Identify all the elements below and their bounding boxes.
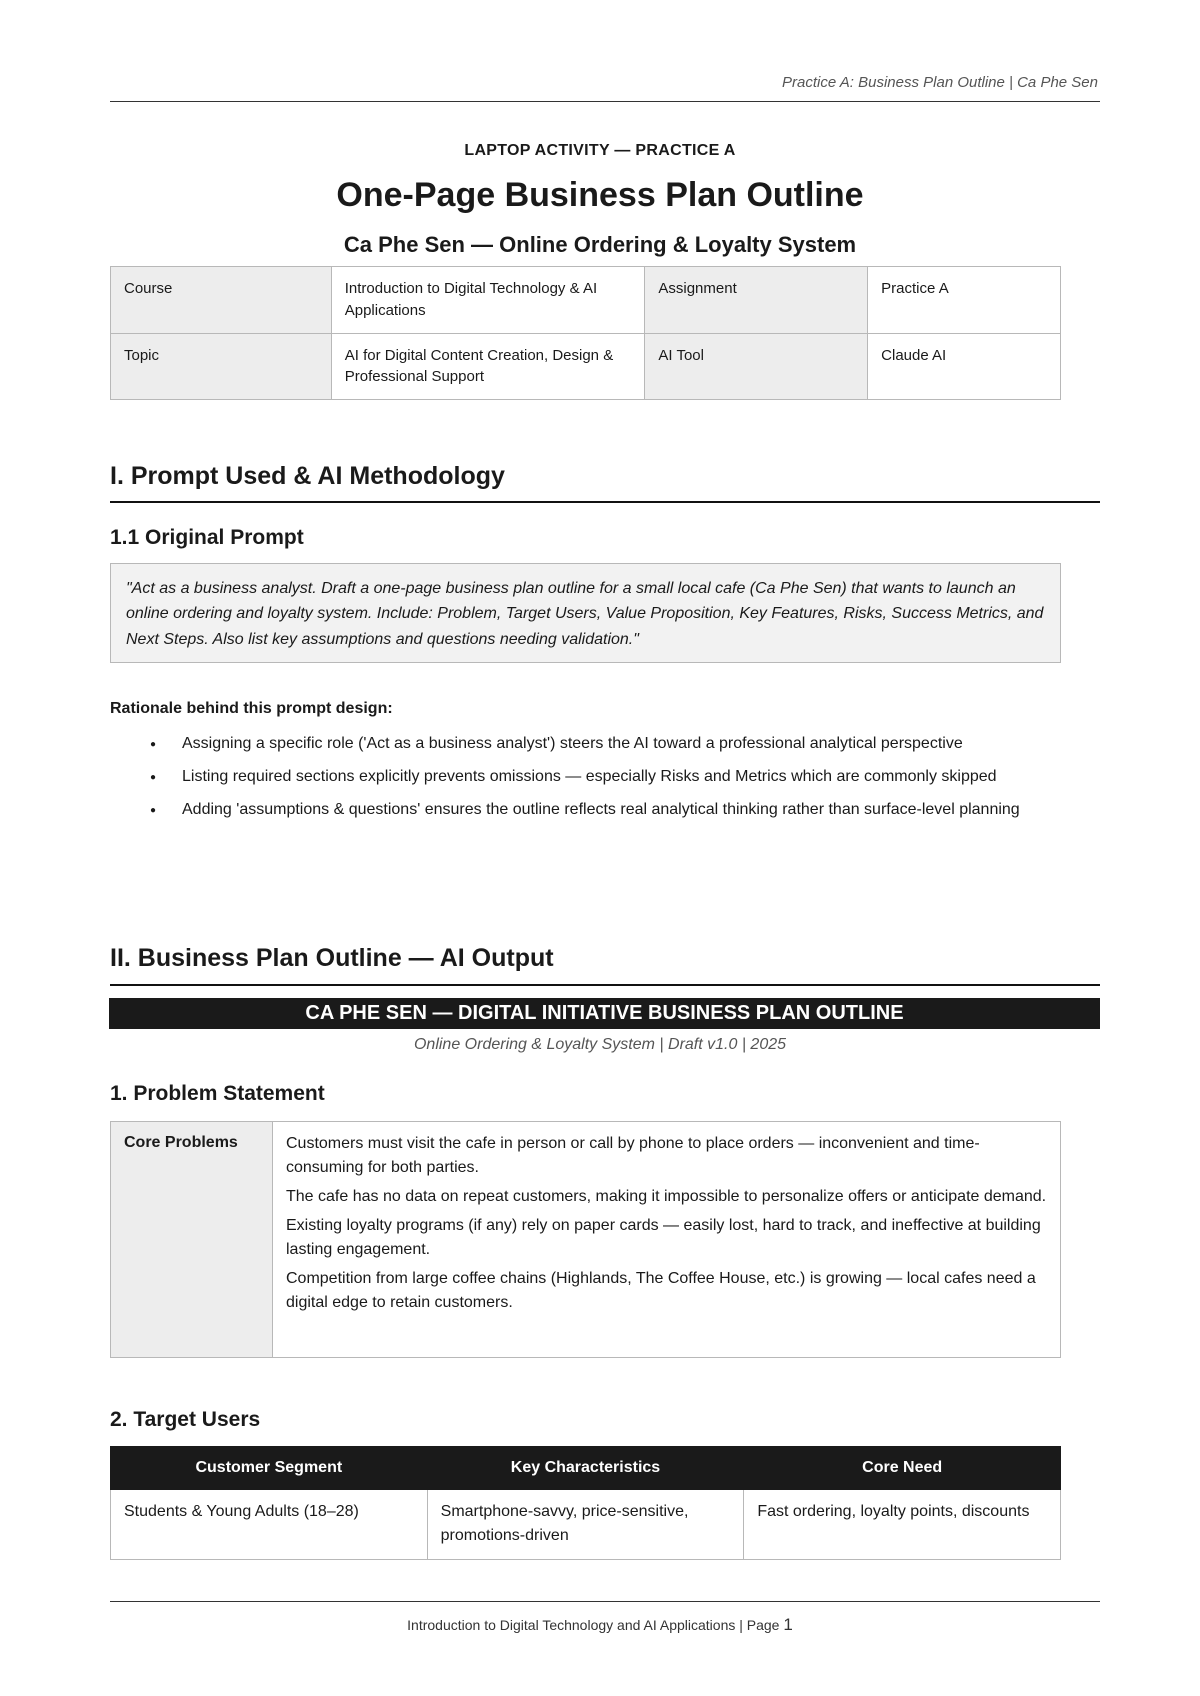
section-heading-outline: II. Business Plan Outline — AI Output: [110, 944, 554, 972]
table-row: [111, 1122, 1061, 1358]
section-rule: [110, 984, 1100, 986]
table-row: [111, 333, 1061, 400]
table-cell: Smartphone-savvy, price-sensitive, promotions-driven: [427, 1490, 744, 1560]
list-item: Existing loyalty programs (if any) rely on paper cards — easily lost, hard to track, and ineffective at building lasting engagement.: [286, 1217, 1041, 1258]
core-problems-label: Core Problems: [111, 1122, 273, 1358]
subheading-target-users: 2. Target Users: [110, 1408, 261, 1431]
list-item: ● Listing required sections explicitly prevents omissions — especially Risks and Metrics which are commonly skipped: [110, 765, 1100, 790]
section-heading-prompt: I. Prompt Used & AI Methodology: [110, 462, 505, 490]
page-footer: [0, 1615, 1200, 1635]
subheading-original-prompt: 1.1 Original Prompt: [110, 526, 304, 549]
course-value: Introduction to Digital Technology & AI Applications: [331, 267, 645, 334]
column-header: Customer Segment: [111, 1447, 428, 1490]
page-subtitle: Ca Phe Sen — Online Ordering & Loyalty System: [343, 232, 857, 257]
list-item: Competition from large coffee chains (Highlands, The Coffee House, etc.) is growing — local cafes need a digital edge to retain customers.: [286, 1270, 1036, 1311]
topic-label: Topic: [111, 333, 332, 400]
table-header-row: [111, 1447, 1061, 1490]
target-users-table: [110, 1446, 1061, 1560]
table-cell: Fast ordering, loyalty points, discounts: [744, 1490, 1061, 1560]
footer-text: Introduction to Digital Technology and AI Applications | Page: [407, 1617, 784, 1633]
header-rule: [110, 101, 1100, 102]
rationale-list: [110, 732, 1100, 830]
subheading-problem: 1. Problem Statement: [110, 1082, 325, 1105]
problem-table: [110, 1121, 1061, 1358]
page-number: 1: [783, 1615, 793, 1634]
ai-tool-label: AI Tool: [645, 333, 868, 400]
rationale-label: Rationale behind this prompt design:: [110, 700, 393, 717]
plan-banner-subtitle: Online Ordering & Loyalty System | Draft v1.0 | 2025: [413, 1036, 787, 1053]
page-title: One-Page Business Plan Outline: [336, 176, 864, 214]
core-problems-list: [273, 1122, 1061, 1358]
activity-kicker: LAPTOP ACTIVITY — PRACTICE A: [464, 142, 736, 159]
list-item: The cafe has no data on repeat customers, making it impossible to personalize offers or anticipate demand.: [286, 1188, 1047, 1205]
column-header: Key Characteristics: [427, 1447, 744, 1490]
table-row: [111, 1490, 1061, 1560]
footer-rule: [110, 1601, 1100, 1602]
ai-tool-value: Claude AI: [868, 333, 1061, 400]
column-header: Core Need: [744, 1447, 1061, 1490]
table-row: [111, 267, 1061, 334]
section-rule: [110, 501, 1100, 503]
assignment-value: Practice A: [868, 267, 1061, 334]
plan-banner: CA PHE SEN — DIGITAL INITIATIVE BUSINESS PLAN OUTLINE: [109, 998, 1100, 1029]
table-cell: Students & Young Adults (18–28): [111, 1490, 428, 1560]
prompt-box: "Act as a business analyst. Draft a one-page business plan outline for a small local cafe (Ca Phe Sen) that wants to launch an online ordering and loyalty system. Include: Problem, Target Users, Value Proposition, Key Features, Risks, Success Metrics, and Next Steps. Also list key assumptions and questions needing validation.": [110, 563, 1061, 663]
assignment-label: Assignment: [645, 267, 868, 334]
list-item: ● Assigning a specific role ('Act as a business analyst') steers the AI toward a professional analytical perspective: [110, 732, 1100, 757]
running-header: Practice A: Business Plan Outline | Ca Phe Sen: [781, 74, 1098, 91]
course-info-table: [110, 266, 1061, 400]
list-item: ● Adding 'assumptions & questions' ensures the outline reflects real analytical thinking rather than surface-level planning: [110, 798, 1100, 823]
course-label: Course: [111, 267, 332, 334]
list-item: Customers must visit the cafe in person or call by phone to place orders — inconvenient and time-consuming for both parties.: [286, 1135, 980, 1176]
topic-value: AI for Digital Content Creation, Design & Professional Support: [331, 333, 645, 400]
